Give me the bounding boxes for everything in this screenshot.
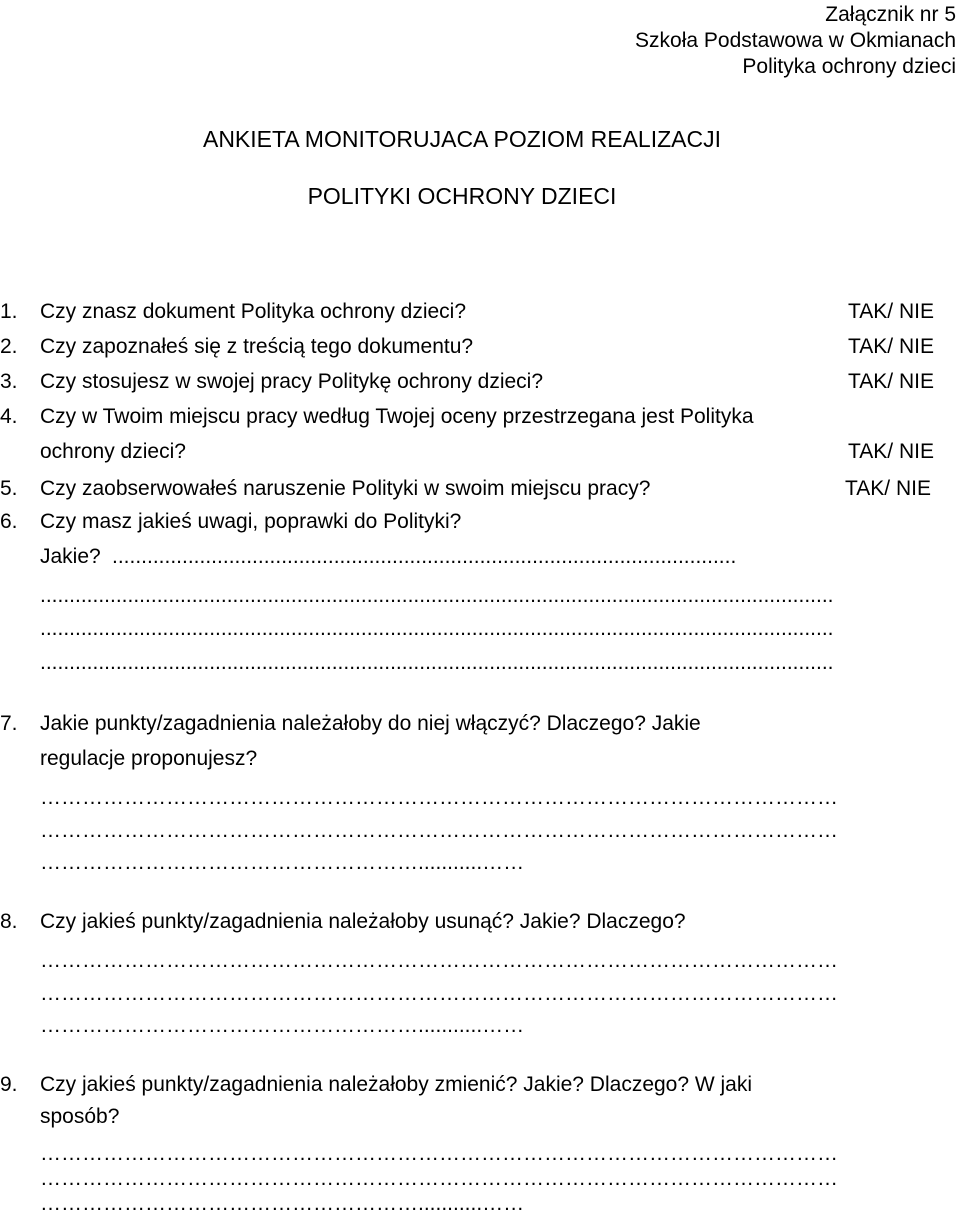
policy-name: Polityka ochrony dzieci	[742, 55, 956, 78]
answer-dotted-line[interactable]: ……………………………………………………………………………………………………	[40, 949, 838, 972]
answer-dotted-line[interactable]: ………………………………………………...........……	[40, 1014, 525, 1037]
question-number: 4.	[0, 405, 18, 428]
question-number: 7.	[0, 712, 18, 735]
question-number: 1.	[0, 300, 18, 323]
question-text: Czy zaobserwowałeś naruszenie Polityki w swoim miejscu pracy?	[40, 477, 651, 500]
question-text-continued: regulacje proponujesz?	[40, 747, 258, 770]
yes-no-answer[interactable]: TAK/ NIE	[845, 477, 931, 500]
answer-dotted-line[interactable]: ………………………………………………...........……	[40, 851, 525, 874]
question-text: Czy znasz dokument Polityka ochrony dzieci?	[40, 300, 467, 323]
question-text: Czy jakieś punkty/zagadnienia należałoby usunąć? Jakie? Dlaczego?	[40, 910, 686, 933]
title-line-1: ANKIETA MONITORUJACA POZIOM REALIZACJI	[202, 126, 721, 152]
question-number: 9.	[0, 1073, 18, 1096]
answer-dotted-line[interactable]: ........................................................................................................................................	[40, 651, 834, 674]
question-text: Czy masz jakieś uwagi, poprawki do Polityki?	[40, 510, 462, 533]
title-line-2: POLITYKI OCHRONY DZIECI	[307, 183, 617, 209]
answer-dotted-line[interactable]: ........................................................................................................................................	[40, 617, 834, 640]
answer-dotted-line[interactable]: ……………………………………………………………………………………………………	[40, 819, 838, 842]
question-text-continued: sposób?	[40, 1105, 120, 1128]
question-number: 6.	[0, 510, 18, 533]
attachment-number: Załącznik nr 5	[825, 3, 956, 26]
answer-dotted-line[interactable]: ........................................................................................................................................	[40, 584, 834, 607]
attachment-header	[635, 2, 956, 80]
answer-dotted-line[interactable]: ……………………………………………………………………………………………………	[40, 1167, 838, 1190]
question-text-continued: ochrony dzieci?	[40, 440, 186, 463]
yes-no-answer[interactable]: TAK/ NIE	[848, 370, 934, 393]
answer-dotted-line[interactable]: ……………………………………………………………………………………………………	[40, 786, 838, 809]
school-name: Szkoła Podstawowa w Okmianach	[635, 29, 956, 52]
question-number: 2.	[0, 335, 18, 358]
yes-no-answer[interactable]: TAK/ NIE	[848, 440, 934, 463]
question-text: Jakie punkty/zagadnienia należałoby do niej włączyć? Dlaczego? Jakie	[40, 712, 701, 735]
yes-no-answer[interactable]: TAK/ NIE	[848, 300, 934, 323]
question-text-continued: Jakie?	[40, 545, 101, 568]
question-text: Czy zapoznałeś się z treścią tego dokumentu?	[40, 335, 474, 358]
question-number: 5.	[0, 477, 18, 500]
question-number: 8.	[0, 910, 18, 933]
answer-dotted-line[interactable]: ………………………………………………...........……	[40, 1192, 525, 1215]
answer-dotted-line[interactable]: ……………………………………………………………………………………………………	[40, 1142, 838, 1165]
yes-no-answer[interactable]: TAK/ NIE	[848, 335, 934, 358]
question-text: Czy jakieś punkty/zagadnienia należałoby zmienić? Jakie? Dlaczego? W jaki	[40, 1073, 753, 1096]
answer-dotted-line[interactable]: ……………………………………………………………………………………………………	[40, 982, 838, 1005]
question-text: Czy w Twoim miejscu pracy według Twojej oceny przestrzegana jest Polityka	[40, 405, 754, 428]
question-text: Czy stosujesz w swojej pracy Politykę ochrony dzieci?	[40, 370, 544, 393]
answer-dotted-line[interactable]: ...........................................................................................................	[112, 545, 737, 568]
question-number: 3.	[0, 370, 18, 393]
